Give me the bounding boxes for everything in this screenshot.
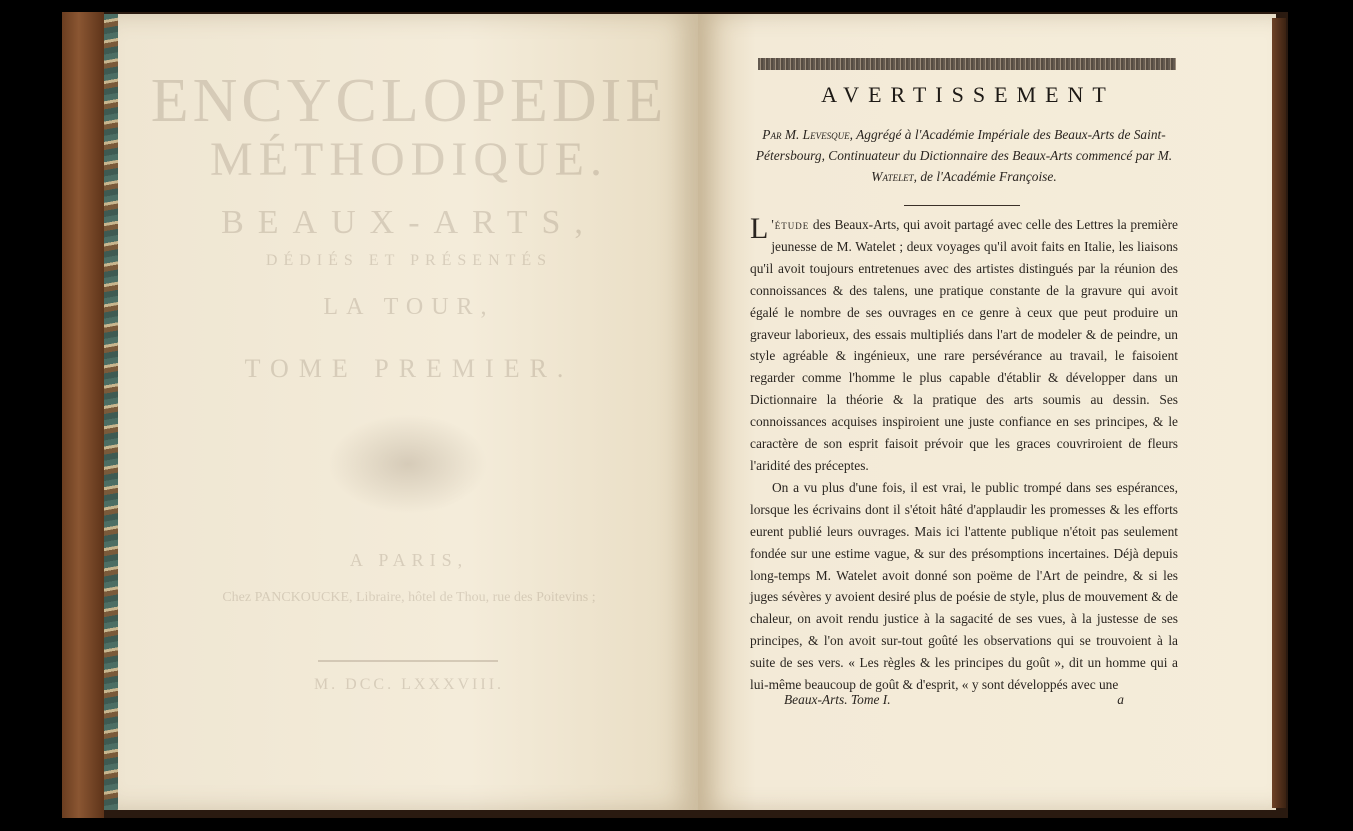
ghost-line: DÉDIÉS ET PRÉSENTÉS (265, 252, 553, 269)
ghost-line: A PARIS, (349, 550, 469, 570)
byline-text: , Aggrégé à l'Académie Impériale des Beaux-Arts de Saint-Pétersbourg, Continuateur du Dictionnaire des Beaux-Arts commencé par M. (755, 127, 1173, 163)
running-footer: Beaux-Arts. Tome I. (784, 692, 891, 707)
ghost-line: MÉTHODIQUE. (210, 133, 608, 186)
lead-word: 'étude (771, 217, 810, 232)
body-text (750, 214, 1178, 696)
paragraph-1-text: des Beaux-Arts, qui avoit partagé avec celle des Lettres la première jeunesse de M. Watelet ; deux voyages qu'il avoit faits en Italie, les liaisons qu'il avoit toujours entretenues avec des artistes distingués par la réunion des connoissances & des talens, une pratique constante de la gravure qui avoit égalé le nombre de ses ouvrages en ce genre à ceux que peut produire un graveur laborieux, des essais multipliés dans l'art de modeler & de peindre, un style agréable & ingénieux, une rare persévérance au travail, le faisoient regarder comme l'homme le plus capable d'établir & développer dans un Dictionnaire la théorie & la pratique des arts soumis au dessin. Ses connoissances acquises inspiroient une juste confiance en ses principes, & le caractère de son esprit faisoit prévoir que les graces couvriroient de fleurs l'aridité des préceptes. (750, 217, 1178, 473)
separator-rule (904, 205, 1020, 206)
header-ornament-band (758, 58, 1176, 70)
page-title: AVERTISSEMENT (821, 82, 1115, 107)
paragraph-2: On a vu plus d'une fois, il est vrai, le public trompé dans ses espérances, lorsque les écrivains dont il s'étoit hâté d'applaudir les promesses & les efforts eurent publié leurs ouvrages. Mais ici l'attente publique n'étoit pas seulement fondée sur une estime vague, & sur des présomptions incertaines. Déjà depuis long-temps M. Watelet avoit donné son poëme de l'Art de peindre, & si les juges sévères y avoient desiré plus de poésie de style, plus de mouvement & de chaleur, on avoit rendu justice à la sagacité de ses vues, à la justesse de ses principes, & l'on avoit sur-tout goûté les observations qui se trouvoient à la suite de ses vers. « Les règles & les principes du goût », dit un homme qui a lui-même beaucoup de goût & d'esprit, « y sont développés avec une (750, 479, 1178, 693)
ghost-line: Chez PANCKOUCKE, Libraire, hôtel de Thou, rue des Poitevins ; (222, 590, 596, 605)
ghost-line: BEAUX-ARTS, (221, 204, 597, 241)
ghost-line: ENCYCLOPEDIE (150, 67, 668, 135)
byline (752, 124, 1176, 187)
byline-prefix: Par (762, 127, 782, 142)
right-cover-edge (1272, 18, 1286, 808)
ghost-line: LA TOUR, (323, 294, 495, 320)
author-name: M. Levesque (784, 127, 850, 142)
ghost-rule (318, 660, 498, 662)
author2-name: Watelet (871, 169, 914, 184)
leather-binding (62, 12, 104, 818)
byline-end: , de l'Académie Françoise. (913, 169, 1057, 184)
ghost-line: TOME PREMIER. (244, 354, 574, 383)
page-footer (784, 692, 1134, 708)
signature-mark: a (1117, 692, 1124, 707)
bleed-through-title-page (118, 14, 700, 810)
ghost-line: M. DCC. LXXXVIII. (313, 676, 505, 693)
ghost-ornament (328, 414, 488, 514)
marbled-endpaper (104, 14, 118, 810)
drop-cap: L (750, 212, 769, 245)
paragraph-1 (750, 214, 1178, 477)
